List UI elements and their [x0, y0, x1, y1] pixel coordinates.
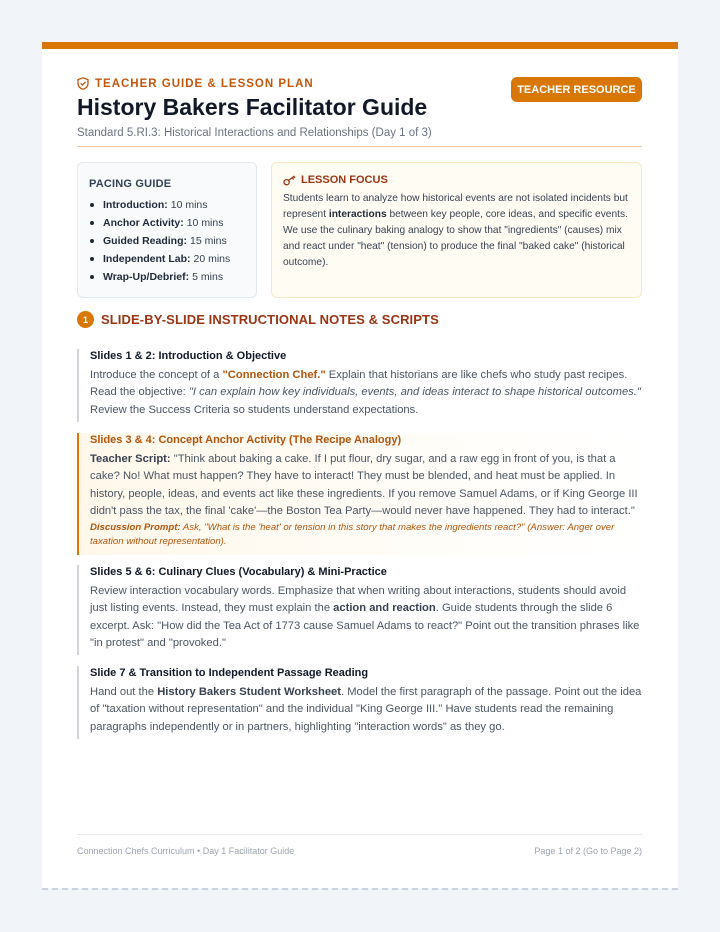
eyebrow — [77, 77, 314, 90]
pacing-item-label: Introduction: — [103, 199, 168, 211]
pacing-item-label: Wrap-Up/Debrief: — [103, 271, 190, 283]
lesson-focus-text — [283, 191, 629, 271]
pacing-item-value: 20 mins — [193, 253, 231, 265]
note-heading: Slides 1 & 2: Introduction & Objective — [90, 350, 287, 362]
bullet — [90, 221, 94, 225]
section-title: SLIDE-BY-SLIDE INSTRUCTIONAL NOTES & SCRIPTS — [101, 312, 439, 327]
note-body — [90, 583, 642, 652]
page-bottom-dashed-edge — [42, 888, 678, 890]
pacing-item — [89, 214, 246, 232]
note-text: Review interaction vocabulary words. Emphasize that when writing about interactions, students should avoid just listing events. Instead, they must explain the — [90, 585, 627, 615]
pacing-item-value: 5 mins — [192, 271, 224, 283]
lesson-focus-title — [283, 174, 629, 186]
teacher-script-text: "Think about baking a cake. If I put flour, dry sugar, and a raw egg in front of you, is that a cake? No! What must happen? They have to interact! They must be blended, and heat must be applied. In history, people, ideas, and events act like these ingredients. If you remove Samuel Adams, or if King George III didn't pass the tax, the final 'cake'—the Boston Tea Party—would never have happened. They had to interact." — [90, 453, 638, 517]
note-text: Review the Success Criteria so students understand expectations. — [90, 403, 419, 416]
bullet — [90, 203, 94, 207]
footer-divider — [77, 834, 642, 835]
pacing-list — [89, 196, 246, 286]
discussion-prompt — [90, 521, 642, 549]
pacing-item-value: 10 mins — [186, 217, 224, 229]
note-text-italic: "I can explain how key individuals, events, and ideas interact to shape historical outcomes." — [188, 386, 641, 399]
section-number-badge: 1 — [77, 311, 94, 328]
pacing-item-label: Guided Reading: — [103, 235, 187, 247]
pacing-item — [89, 268, 246, 286]
note-text: . Model the first paragraph of the passage. Point out the idea of "taxation without representation" and the individual "King George III." Have students read the remaining paragraphs independently or in partners, highlighting "interaction words" as they go. — [90, 686, 642, 733]
note-text: Introduce the concept of a — [90, 369, 223, 381]
pacing-item-label: Anchor Activity: — [103, 217, 184, 229]
discussion-prompt-label: Discussion Prompt: — [90, 522, 181, 534]
note-heading: Slides 3 & 4: Concept Anchor Activity (The Recipe Analogy) — [90, 434, 402, 446]
pacing-item-label: Independent Lab: — [103, 253, 191, 265]
key-icon — [283, 175, 296, 186]
guide-page — [42, 42, 678, 888]
teacher-resource-badge: TEACHER RESOURCE — [511, 77, 642, 102]
pacing-item — [89, 196, 246, 214]
bullet — [90, 239, 94, 243]
note-body — [90, 684, 642, 736]
section-heading — [77, 311, 439, 328]
bullet — [90, 275, 94, 279]
note-text-bold: action and reaction — [333, 602, 436, 615]
note-heading: Slides 5 & 6: Culinary Clues (Vocabulary) & Mini-Practice — [90, 566, 387, 578]
note-text-bold: "Connection Chef." — [222, 369, 326, 381]
footer-page-link[interactable]: Page 1 of 2 (Go to Page 2) — [534, 846, 642, 856]
discussion-prompt-text: Ask, "What is the 'heat' or tension in this story that makes the ingredients react?" (Answer: Anger over taxation without representation). — [90, 522, 615, 548]
bullet — [90, 257, 94, 261]
pacing-item — [89, 232, 246, 250]
page-subtitle: Standard 5.RI.3: Historical Interactions and Relationships (Day 1 of 3) — [77, 127, 432, 139]
pacing-item-value: 15 mins — [190, 235, 227, 247]
note-text: . Guide students through the slide 6 excerpt. Ask: "How did the Tea Act of 1773 cause Samuel Adams to react?" Point out the transition phrases like "in protest" and "provoked." — [90, 602, 640, 649]
page-title: History Bakers Facilitator Guide — [77, 94, 428, 120]
pacing-item — [89, 250, 246, 268]
lesson-focus-label: LESSON FOCUS — [301, 174, 388, 186]
eyebrow-label: TEACHER GUIDE & LESSON PLAN — [95, 77, 314, 90]
note-text: Explain that historians are like chefs who study past recipes. Read the objective: — [90, 369, 628, 399]
note-text-bold: History Bakers Student Worksheet — [157, 686, 342, 698]
note-slide-7 — [77, 666, 642, 739]
note-body — [90, 451, 642, 520]
pacing-item-value: 10 mins — [170, 199, 208, 211]
teacher-script-label: Teacher Script: — [90, 453, 171, 465]
note-slides-3-4 — [77, 433, 642, 555]
footer-curriculum-label: Connection Chefs Curriculum • Day 1 Facilitator Guide — [77, 846, 295, 856]
shield-check-icon — [77, 77, 89, 90]
focus-text-part: between key people, core ideas, and specific events. We use the culinary baking analogy to show that "ingredients" (causes) mix and react under "heat" (tension) to produce the final "baked cake" (historical outcome). — [283, 209, 628, 268]
note-slides-1-2 — [77, 349, 642, 422]
note-text: Hand out the — [90, 686, 158, 698]
pacing-guide-title: PACING GUIDE — [89, 178, 172, 190]
focus-text-part: Students learn to analyze how historical events are not isolated incidents but represent — [283, 193, 628, 220]
note-body — [90, 367, 642, 419]
lesson-focus-card — [271, 162, 642, 298]
note-slides-5-6 — [77, 565, 642, 655]
header-divider — [77, 146, 642, 147]
focus-text-bold: interactions — [328, 209, 387, 220]
note-heading: Slide 7 & Transition to Independent Passage Reading — [90, 667, 369, 679]
pacing-guide-card — [77, 162, 257, 298]
